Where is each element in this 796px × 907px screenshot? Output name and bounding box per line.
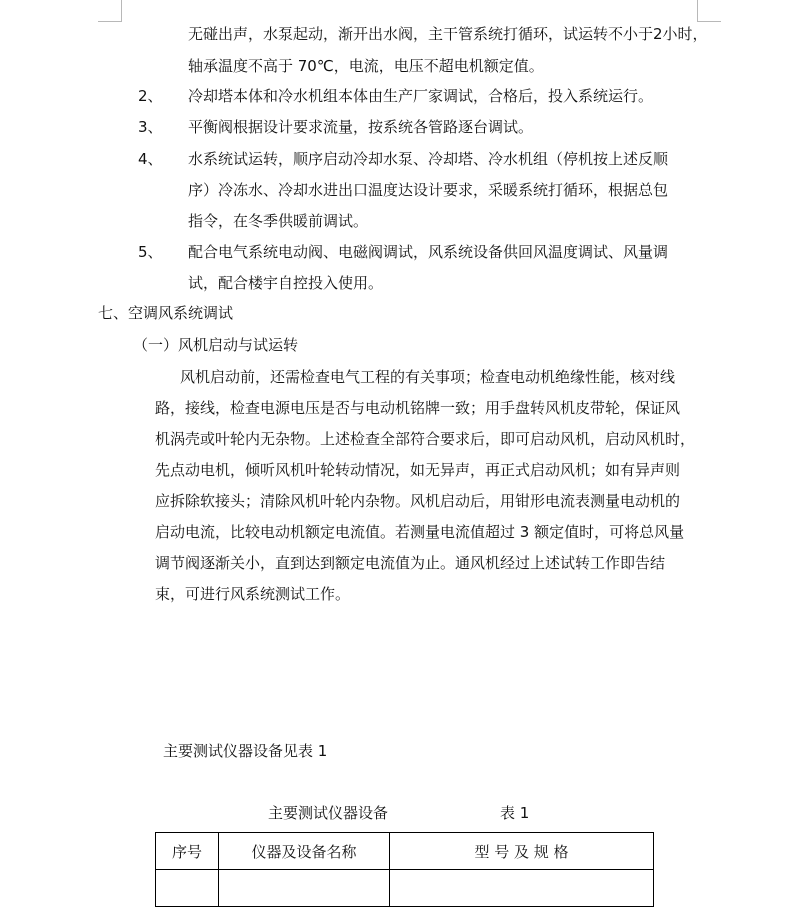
item-number-3: 3、: [138, 118, 163, 136]
paragraph-line-2: 路，接线，检查电源电压是否与电动机铭牌一致；用手盘转风机皮带轮，保证风: [155, 399, 681, 417]
crop-mark-left-vertical: [121, 0, 122, 22]
item-2-line-1: 冷却塔本体和冷水机组本体由生产厂家调试，合格后，投入系统运行。: [188, 87, 654, 105]
instrument-table: [155, 832, 654, 892]
table-cell: [219, 870, 390, 907]
crop-mark-right-horizontal: [697, 21, 721, 22]
paragraph-line-8: 束，可进行风系统测试工作。: [155, 585, 351, 603]
item-number-4: 4、: [138, 150, 163, 168]
item-4-line-1: 水系统试运转，顺序启动冷却水泵、冷却塔、冷水机组（停机按上述反顺: [188, 150, 669, 168]
crop-mark-right-vertical: [697, 0, 698, 22]
item-5-line-1: 配合电气系统电动阀、电磁阀调试，风系统设备供回风温度调试、风量调: [188, 243, 669, 261]
item-number-2: 2、: [138, 87, 163, 105]
item-number-5: 5、: [138, 243, 163, 261]
crop-mark-left-horizontal: [98, 21, 122, 22]
item-4-line-3: 指令，在冬季供暖前调试。: [188, 212, 369, 230]
paragraph-line-7: 调节阀逐渐关小，直到达到额定电流值为止。通风机经过上述试转工作即告结: [155, 554, 666, 572]
paragraph-line-4: 先点动电机，倾听风机叶轮转动情况，如无异声，再正式启动风机；如有异声则: [155, 461, 681, 479]
item-4-line-2: 序）冷冻水、冷却水进出口温度达设计要求，采暖系统打循环，根据总包: [188, 181, 669, 199]
subsection-heading-fan-startup: （一）风机启动与试运转: [133, 336, 299, 354]
table-header-row: [156, 833, 654, 870]
continuation-line-2: 轴承温度不高于 70℃，电流，电压不超电机额定值。: [188, 57, 544, 75]
table-cell: [390, 870, 654, 907]
table-header-spec: 型 号 及 规 格: [390, 833, 654, 870]
paragraph-line-6: 启动电流，比较电动机额定电流值。若测量电流值超过 3 额定值时，可将总风量: [155, 523, 685, 541]
table-caption-label: 表 1: [500, 804, 530, 822]
table-header-name: 仪器及设备名称: [219, 833, 390, 870]
paragraph-line-1: 风机启动前，还需检查电气工程的有关事项；检查电动机绝缘性能，核对线: [180, 368, 676, 386]
table-caption-title: 主要测试仪器设备: [268, 804, 389, 822]
paragraph-line-3: 机涡壳或叶轮内无杂物。上述检查全部符合要求后，即可启动风机，启动风机时，: [155, 430, 696, 448]
item-5-line-2: 试，配合楼宇自控投入使用。: [188, 274, 384, 292]
table-row: [156, 870, 654, 907]
table-reference: 主要测试仪器设备见表 1: [163, 742, 328, 760]
table-cell: [156, 870, 219, 907]
table-header-index: 序号: [156, 833, 219, 870]
section-heading-7: 七、空调风系统调试: [98, 304, 234, 322]
paragraph-line-5: 应拆除软接头；清除风机叶轮内杂物。风机启动后，用钳形电流表测量电动机的: [155, 492, 681, 510]
continuation-line-1: 无碰出声，水泵起动，渐开出水阀，主干管系统打循环，试运转不小于2小时，: [188, 25, 708, 43]
item-3-line-1: 平衡阀根据设计要求流量，按系统各管路逐台调试。: [188, 118, 534, 136]
